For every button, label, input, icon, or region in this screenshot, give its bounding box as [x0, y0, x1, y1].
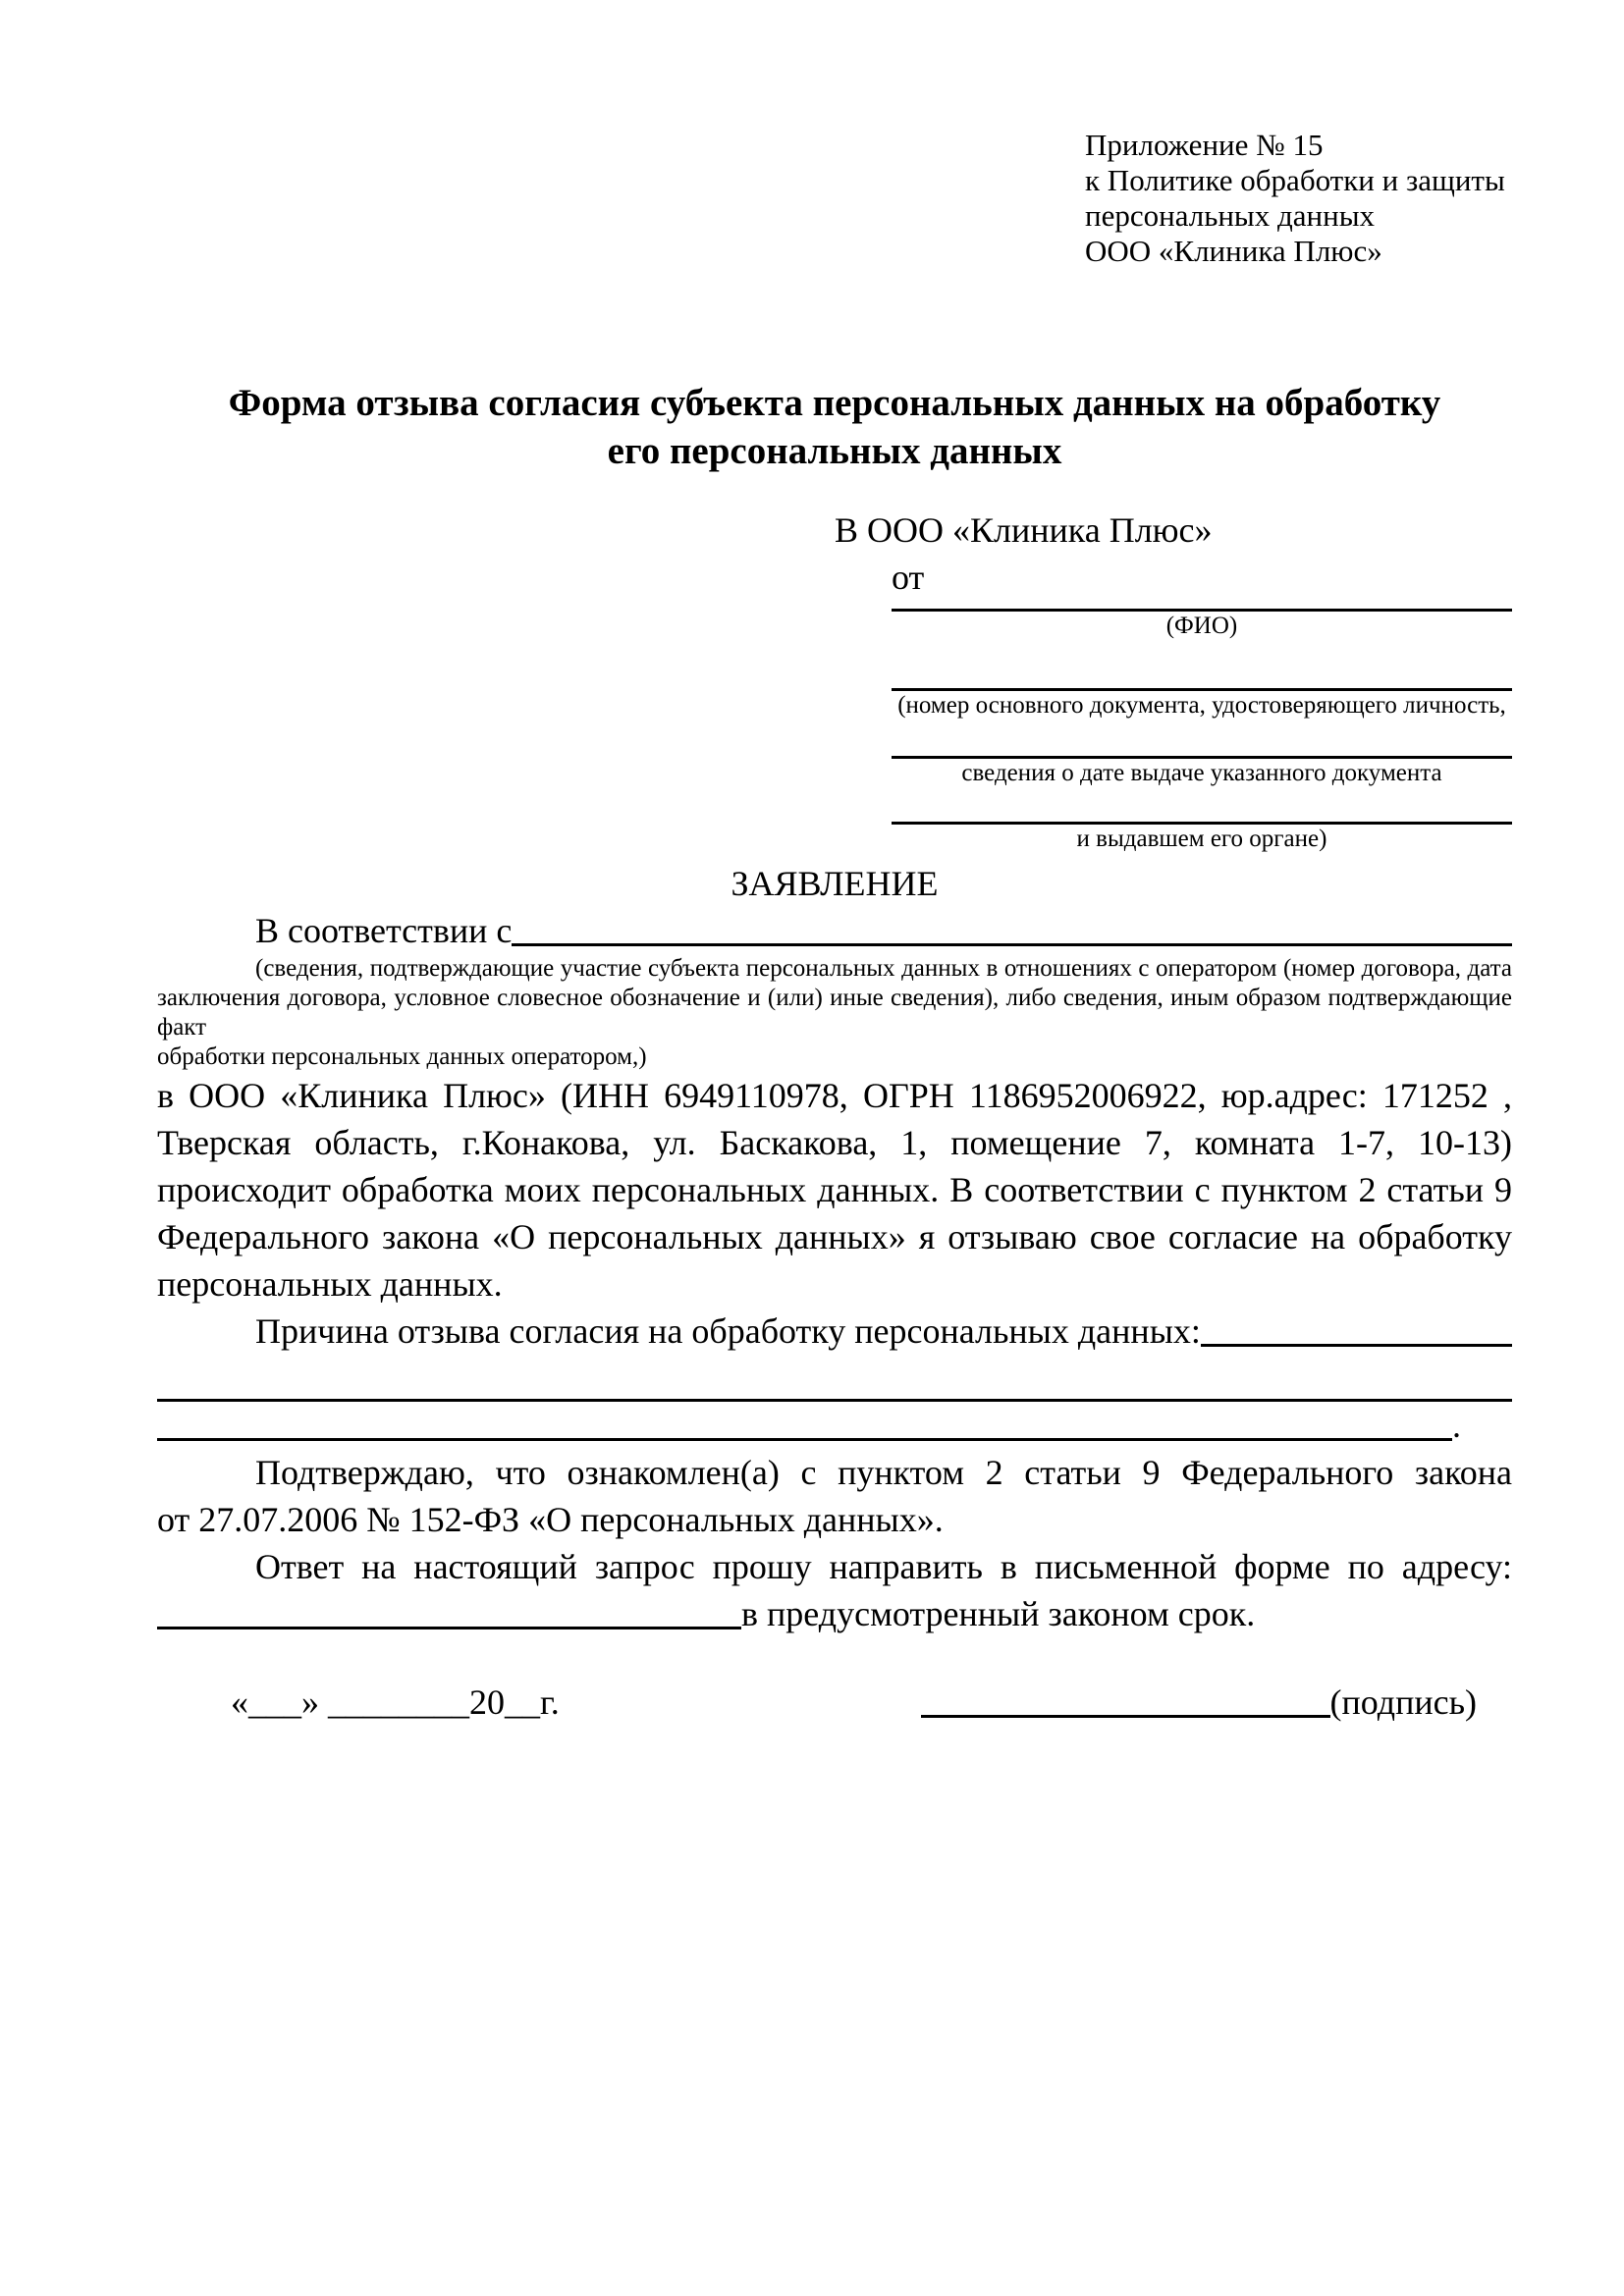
accordance-row: [157, 907, 1512, 954]
appendix-header-line: персональных данных: [1085, 198, 1376, 233]
reason-row: [157, 1308, 1512, 1355]
addressee-block: [835, 507, 1512, 854]
reason-blank-line: [1201, 1308, 1512, 1347]
statement-body-line: происходит обработка моих персональных данных. В соответствии с пунктом 2 статьи 9: [157, 1170, 1512, 1209]
appendix-header-line: Приложение № 15: [1085, 128, 1324, 162]
issuing-authority-blank-line: [892, 788, 1512, 825]
reason-blank-line-2: [157, 1355, 1512, 1402]
date-signature-row: [157, 1679, 1512, 1726]
statement-body-line: в ООО «Клиника Плюс» (ИНН 6949110978, ОГРН 1186952006922, юр.адрес: 171252 ,: [157, 1076, 1512, 1115]
document-title-line: Форма отзыва согласия субъекта персональных данных на обработку: [228, 382, 1441, 424]
date-blank: «___» ________20__г.: [231, 1682, 560, 1722]
issue-date-caption: сведения о дате выдаче указанного документа: [961, 760, 1442, 786]
issue-date-blank-line: [892, 721, 1512, 759]
signature-blank-line: [921, 1679, 1330, 1718]
reply-address-row: [157, 1590, 1512, 1637]
statement-body-line: Тверская область, г.Конакова, ул. Баскакова, 1, помещение 7, комната 1-7, 10-13): [157, 1123, 1512, 1162]
reason-blank-line-3-rule: [157, 1402, 1452, 1441]
document-number-blank-line: [892, 641, 1512, 691]
addressee-organization: В ООО «Клиника Плюс»: [835, 510, 1213, 550]
fine-print-line: заключения договора, условное словесное обозначение и (или) иные сведения), либо сведения, иным образом подтверждающие факт: [157, 985, 1512, 1041]
document-number-caption: (номер основного документа, удостоверяющего личность,: [897, 692, 1506, 719]
fio-blank-line: [892, 601, 1512, 612]
reply-address-blank-line: [157, 1590, 741, 1629]
reply-request-line: Ответ на настоящий запрос прошу направить в письменной форме по адресу:: [255, 1547, 1512, 1586]
statement-body: [157, 1072, 1512, 1308]
addressee-from-label: от: [892, 558, 925, 597]
fio-caption: (ФИО): [1165, 613, 1238, 639]
document-title: [157, 379, 1512, 475]
signature-caption: (подпись): [1329, 1682, 1477, 1722]
confirmation-line: от 27.07.2006 № 152-ФЗ «О персональных данных».: [157, 1500, 944, 1539]
appendix-header: [1085, 128, 1512, 269]
reason-prefix: Причина отзыва согласия на обработку персональных данных:: [255, 1311, 1201, 1351]
fine-print-line: (сведения, подтверждающие участие субъекта персональных данных в отношениях с оператором (номер договора, дата: [255, 955, 1512, 982]
accordance-prefix: В соответствии с: [255, 911, 513, 950]
accordance-blank-line: [512, 907, 1512, 946]
blank-line-period: .: [1452, 1406, 1461, 1445]
signature-group: [921, 1679, 1477, 1726]
appendix-header-line: к Политике обработки и защиты: [1085, 163, 1505, 197]
issuing-authority-caption: и выдавшем его органе): [1076, 826, 1327, 852]
fine-print-note: [157, 954, 1512, 1072]
fine-print-line: обработки персональных данных оператором,): [157, 1043, 647, 1070]
statement-body-line: персональных данных.: [157, 1264, 503, 1304]
reason-blank-line-3: [157, 1402, 1512, 1449]
confirmation-line: Подтверждаю, что ознакомлен(а) с пунктом 2 статьи 9 Федерального закона: [255, 1453, 1512, 1492]
statement-heading: ЗАЯВЛЕНИЕ: [731, 864, 939, 903]
document-title-line: его персональных данных: [607, 430, 1062, 472]
appendix-header-line: ООО «Клиника Плюс»: [1085, 234, 1382, 268]
statement-body-line: Федерального закона «О персональных данных» я отзываю свое согласие на обработку: [157, 1217, 1512, 1256]
reply-request-suffix: в предусмотренный законом срок.: [741, 1594, 1256, 1633]
